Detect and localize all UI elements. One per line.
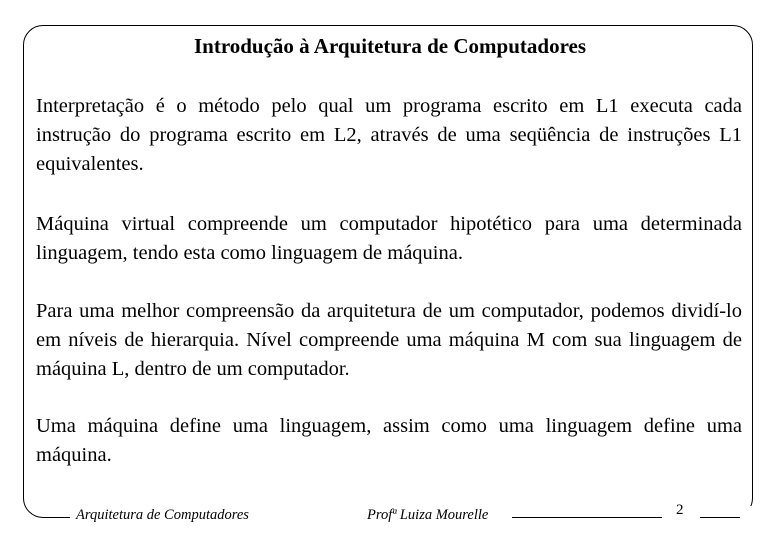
slide-title: Introdução à Arquitetura de Computadores xyxy=(193,34,587,58)
page-number: 2 xyxy=(676,502,684,518)
footer-rule-left xyxy=(50,517,70,518)
footer-rule-middle xyxy=(512,517,662,518)
paragraph-niveis-hierarquia: Para uma melhor compreensão da arquitetura de um computador, podemos dividí-lo em níveis de hierarquia. Nível compreende uma máquina M com sua linguagem de máquina L, dentro de um computador. xyxy=(36,300,742,380)
footer-rule-right xyxy=(700,517,740,518)
paragraph-maquina-virtual: Máquina virtual compreende um computador hipotético para uma determinada linguagem, tendo esta como linguagem de máquina. xyxy=(36,213,742,264)
footer-author: Profª Luiza Mourelle xyxy=(367,507,489,523)
paragraph-interpretacao: Interpretação é o método pelo qual um programa escrito em L1 executa cada instrução do programa escrito em L2, através de uma seqüência de instruções L1 equivalentes. xyxy=(36,95,742,175)
paragraph-maquina-linguagem: Uma máquina define uma linguagem, assim como uma linguagem define uma máquina. xyxy=(36,415,742,466)
footer-course: Arquitetura de Computadores xyxy=(76,507,249,523)
